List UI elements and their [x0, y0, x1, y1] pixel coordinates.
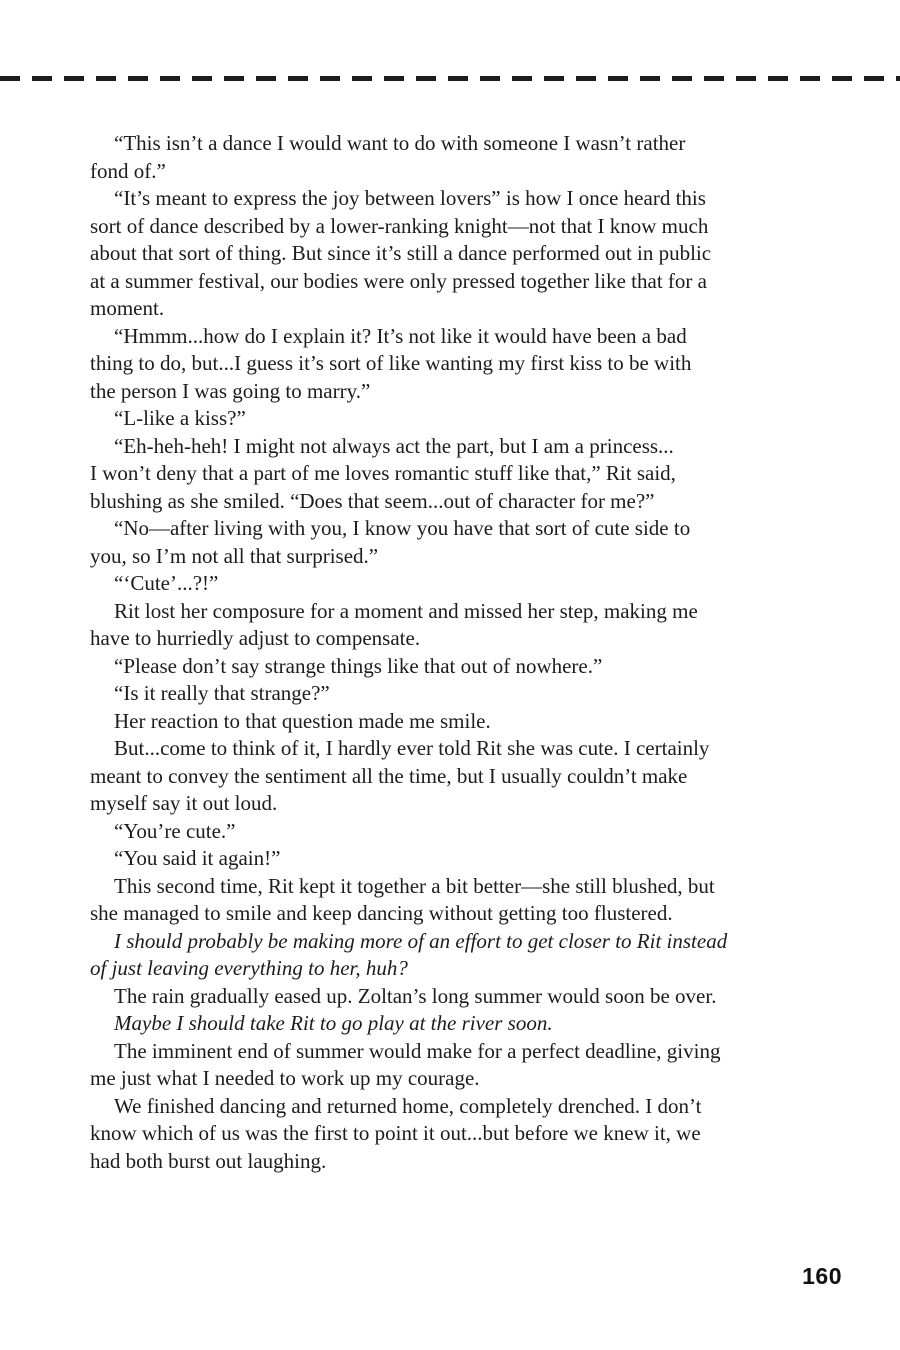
body-text: [90, 130, 816, 1175]
page-number: 160: [802, 1263, 842, 1289]
paragraph: [90, 983, 816, 1011]
text-line: sort of dance described by a lower-ranking knight—not that I know much: [90, 213, 709, 238]
text-line: thing to do, but...I guess it’s sort of like wanting my first kiss to be with: [90, 351, 692, 375]
page-break-dashed-line: [0, 76, 900, 81]
text-line: Maybe I should take Rit to go play at the river soon.: [114, 1011, 553, 1035]
text-line: have to hurriedly adjust to compensate.: [90, 626, 421, 650]
text-line: “This isn’t a dance I would want to do with someone I wasn’t rather: [114, 131, 686, 155]
text-line: blushing as she smiled. “Does that seem...out of character for me?”: [90, 488, 655, 513]
paragraph: [90, 928, 816, 983]
text-line: “No—after living with you, I know you have that sort of cute side to: [114, 516, 691, 540]
paragraph: [90, 1010, 816, 1038]
text-line: about that sort of thing. But since it’s still a dance performed out in public: [90, 241, 712, 265]
text-line: The rain gradually eased up. Zoltan’s long summer would soon be over.: [114, 983, 717, 1008]
text-line: I won’t deny that a part of me loves romantic stuff like that,” Rit said,: [90, 461, 676, 485]
text-line: “It’s meant to express the joy between lovers” is how I once heard this: [114, 186, 706, 210]
text-line: had both burst out laughing.: [90, 1148, 327, 1173]
paragraph: [90, 873, 816, 928]
paragraph: [90, 708, 816, 736]
text-line: Her reaction to that question made me smile.: [114, 708, 491, 733]
text-line: “Is it really that strange?”: [114, 681, 330, 705]
text-line: the person I was going to marry.”: [90, 378, 371, 403]
text-line: “Hmmm...how do I explain it? It’s not like it would have been a bad: [114, 323, 687, 348]
text-line: We finished dancing and returned home, completely drenched. I don’t: [114, 1093, 702, 1118]
text-line: “‘Cute’...?!”: [114, 571, 219, 595]
text-line: at a summer festival, our bodies were only pressed together like that for a: [90, 268, 707, 293]
text-line: I should probably be making more of an effort to get closer to Rit instead: [114, 928, 728, 953]
text-line: moment.: [90, 296, 165, 320]
text-line: Rit lost her composure for a moment and missed her step, making me: [114, 598, 698, 623]
text-line: fond of.”: [90, 158, 166, 183]
paragraph: [90, 680, 816, 708]
paragraph: [90, 130, 816, 185]
text-line: me just what I needed to work up my courage.: [90, 1066, 480, 1090]
paragraph: [90, 735, 816, 818]
text-line: “L-like a kiss?”: [114, 406, 246, 430]
paragraph: [90, 570, 816, 598]
text-line: But...come to think of it, I hardly ever told Rit she was cute. I certainly: [114, 736, 710, 760]
paragraph: [90, 323, 816, 406]
text-line: “You said it again!”: [114, 846, 281, 870]
paragraph: [90, 433, 816, 516]
text-line: meant to convey the sentiment all the time, but I usually couldn’t make: [90, 763, 688, 788]
paragraph: [90, 598, 816, 653]
text-line: “You’re cute.”: [114, 818, 236, 843]
paragraph: [90, 845, 816, 873]
paragraph: [90, 818, 816, 846]
paragraph: [90, 653, 816, 681]
text-line: know which of us was the first to point it out...but before we knew it, we: [90, 1121, 701, 1145]
text-line: “Eh-heh-heh! I might not always act the part, but I am a princess...: [114, 433, 674, 458]
text-line: she managed to smile and keep dancing without getting too flustered.: [90, 901, 673, 925]
paragraph: [90, 185, 816, 323]
text-line: This second time, Rit kept it together a bit better—she still blushed, but: [114, 873, 715, 898]
text-line: The imminent end of summer would make for a perfect deadline, giving: [114, 1038, 721, 1063]
text-line: of just leaving everything to her, huh?: [90, 956, 408, 980]
text-line: myself say it out loud.: [90, 791, 278, 815]
text-line: you, so I’m not all that surprised.”: [90, 543, 379, 568]
paragraph: [90, 405, 816, 433]
text-line: “Please don’t say strange things like that out of nowhere.”: [114, 653, 603, 678]
paragraph: [90, 1038, 816, 1093]
paragraph: [90, 1093, 816, 1176]
paragraph: [90, 515, 816, 570]
